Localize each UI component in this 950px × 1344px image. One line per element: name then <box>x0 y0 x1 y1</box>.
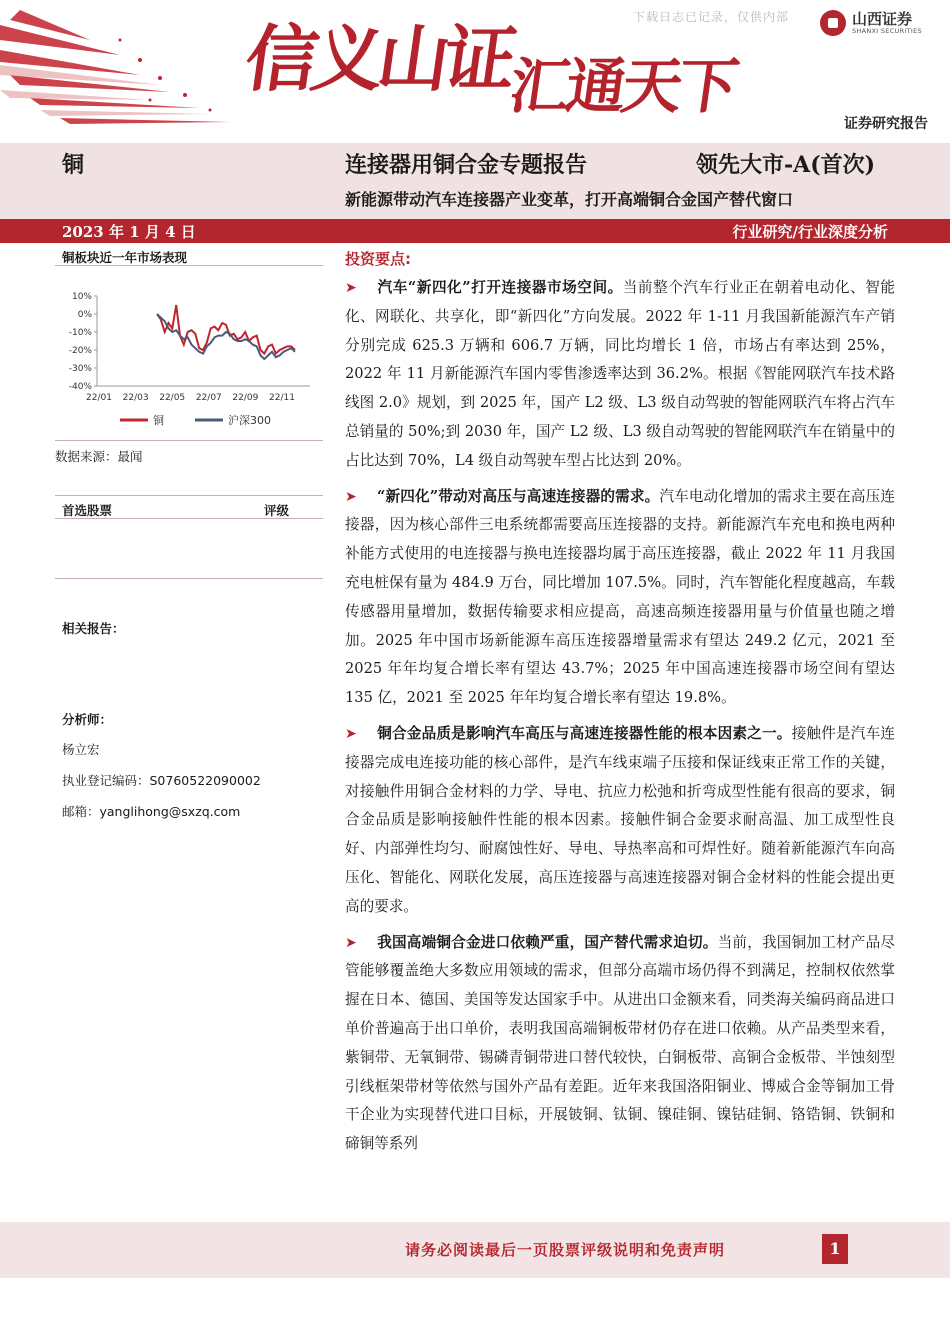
rating-label: 评级 <box>264 503 290 518</box>
highlight-body: 当前，我国铜加工材产品尽管能够覆盖绝大多数应用领域的需求，但部分高端市场仍得不到满足，控制权依然掌握在日本、德国、美国等发达国家手中。从进出口金额来看，同类海关编码商品进口单价普遍高于出口单价，表明我国高端铜板带材仍存在进口依赖。从产品类型来看，紫铜带、无氧铜带、锡磷青铜带进口替代较快，白铜板带、高铜合金板带、半蚀刻型引线框架带材等依然与国外产品有差距。近年来我国洛阳铜业、博威合金等铜加工骨干企业为实现替代进口目标，开展铍铜、钛铜、镍硅铜、镍钴硅铜、铬锆铜、铁铜和碲铜等系列 <box>345 933 895 1153</box>
chart-title: 铜板块近一年市场表现 <box>62 250 188 265</box>
sidebar-divider <box>55 578 323 579</box>
report-type: 证券研究报告 <box>844 116 928 132</box>
arrow-bullet-icon: ➤ <box>345 280 357 296</box>
x-tick-label: 22/07 <box>195 393 222 403</box>
decorative-swoosh <box>0 0 270 140</box>
section-title: 投资要点: <box>345 250 411 268</box>
slogan-part1: 信义山证 <box>240 16 517 101</box>
industry-rating: 领先大市-A(首次) <box>696 152 876 178</box>
highlight-heading: “新四化”带动对高压与高速连接器的需求。 <box>377 487 660 505</box>
disclaimer-notice: 请务必阅读最后一页股票评级说明和免责声明 <box>405 1241 726 1259</box>
analyst-email[interactable]: 邮箱：yanglihong@sxzq.com <box>62 804 241 819</box>
x-tick-label: 22/09 <box>232 393 259 403</box>
y-tick-label: -20% <box>68 346 92 356</box>
highlight-paragraph <box>345 929 895 1159</box>
highlight-body: 汽车电动化增加的需求主要在高压连接器，因为核心部件三电系统都需要高压连接器的支持。新能源汽车充电和换电两种补能方式使用的电连接器与换电连接器均属于高压连接器，截止 2022 年 11 月我国充电桩保有量为 484.9 万台，同比增加 107.5%。同时，汽车智能化程度越高，车载传感器用量增加，数据传输要求相应提高，高速高频连接器用量与价值量也随之增加。2025 年中国市场新能源车高压连接器增量需求有望达 249.2 亿元，2021 至 2025 年年均复合增长率有望达 43.7%；2025 年中国高速连接器市场空间有望达 135 亿，2021 至 2025 年年均复合增长率有望达 19.8%。 <box>345 487 895 707</box>
top-picks-label: 首选股票 <box>62 503 113 518</box>
sidebar-divider <box>55 495 323 496</box>
arrow-bullet-icon: ➤ <box>345 488 357 505</box>
y-tick-label: 10% <box>71 292 92 302</box>
related-reports-label: 相关报告： <box>62 621 125 636</box>
y-tick-label: -30% <box>68 364 92 374</box>
y-tick-label: -10% <box>68 328 92 338</box>
slogan-part2: 汇通天下 <box>505 52 739 122</box>
sidebar-divider <box>55 440 323 441</box>
legend-label: 铜 <box>153 414 164 427</box>
series-line-copper <box>157 305 295 354</box>
report-category: 行业研究/行业深度分析 <box>732 223 888 241</box>
analyst-name: 杨立宏 <box>62 742 100 757</box>
logo-emblem-icon <box>820 10 846 36</box>
analyst-label: 分析师： <box>62 712 113 727</box>
highlight-heading: 汽车“新四化”打开连接器市场空间。 <box>377 279 623 296</box>
page-number: 1 <box>822 1234 848 1264</box>
download-watermark: 下载日志已记录，仅供内部 <box>633 10 790 24</box>
x-tick-label: 22/01 <box>86 393 112 403</box>
sidebar-divider <box>55 518 323 519</box>
y-tick-label: 0% <box>77 310 92 320</box>
x-tick-label: 22/03 <box>122 393 149 403</box>
arrow-bullet-icon: ➤ <box>345 934 357 951</box>
y-tick-label: -40% <box>68 382 92 392</box>
logo-cn-text: 山西证券 <box>852 10 913 28</box>
report-date: 2023 年 1 月 4 日 <box>62 223 196 241</box>
highlight-heading: 铜合金品质是影响汽车高压与高速连接器性能的根本因素之一。 <box>377 724 792 742</box>
highlight-body: 接触件是汽车连接器完成电连接功能的核心部件，是汽车线束端子压接和保证线束正常工作的关键，对接触件用铜合金材料的力学、导电、抗应力松弛和折弯成型性能有很高的要求，铜合金品质是影响接触件性能的根本因素。接触件铜合金要求耐高温、加工成型性良好、内部弹性均匀、耐腐蚀性好、导电、导热率高和可焊性好。随着新能源汽车向高压化、智能化、网联化发展，高压连接器与高速连接器对铜合金材料的性能会提出更高的要求。 <box>345 724 895 915</box>
highlight-body: 当前整个汽车行业正在朝着电动化、智能化、网联化、共享化，即“新四化”方向发展。2022 年 1-11 月我国新能源汽车产销分别完成 625.3 万辆和 606.7 万辆，同比均增长 1 倍，市场占有率达到 25%，2022 年 11 月新能源汽车国内零售渗透率达到 36.2%。根据《智能网联汽车技术路线图 2.0》规划，到 2025 年，国产 L2 级、L3 级自动驾驶的智能网联汽车将占汽车总销量的 50%;到 2030 年，国产 L2 级、L3 级自动驾驶的智能网联汽车在销量中的占比达到 70%，L4 级自动驾驶车型占比达到 20%。 <box>345 279 895 469</box>
report-title: 连接器用铜合金专题报告 <box>345 152 588 178</box>
market-performance-chart <box>55 278 323 438</box>
logo-en-text: SHANXI SECURITIES <box>852 27 922 35</box>
highlight-heading: 我国高端铜合金进口依赖严重，国产替代需求迫切。 <box>377 933 718 951</box>
investment-highlights <box>345 248 895 1166</box>
highlight-paragraph <box>345 274 895 476</box>
arrow-bullet-icon: ➤ <box>345 725 357 742</box>
analyst-license: 执业登记编码：S0760522090002 <box>62 773 261 788</box>
x-tick-label: 22/11 <box>269 393 295 403</box>
report-subtitle: 新能源带动汽车连接器产业变革，打开高端铜合金国产替代窗口 <box>345 190 794 209</box>
company-logo <box>820 10 922 36</box>
industry-name: 铜 <box>62 152 85 178</box>
highlight-paragraph <box>345 720 895 922</box>
highlight-paragraph <box>345 483 895 713</box>
legend-label: 沪深300 <box>228 414 271 427</box>
data-source: 数据来源：最闻 <box>55 449 143 464</box>
x-tick-label: 22/05 <box>159 393 186 403</box>
